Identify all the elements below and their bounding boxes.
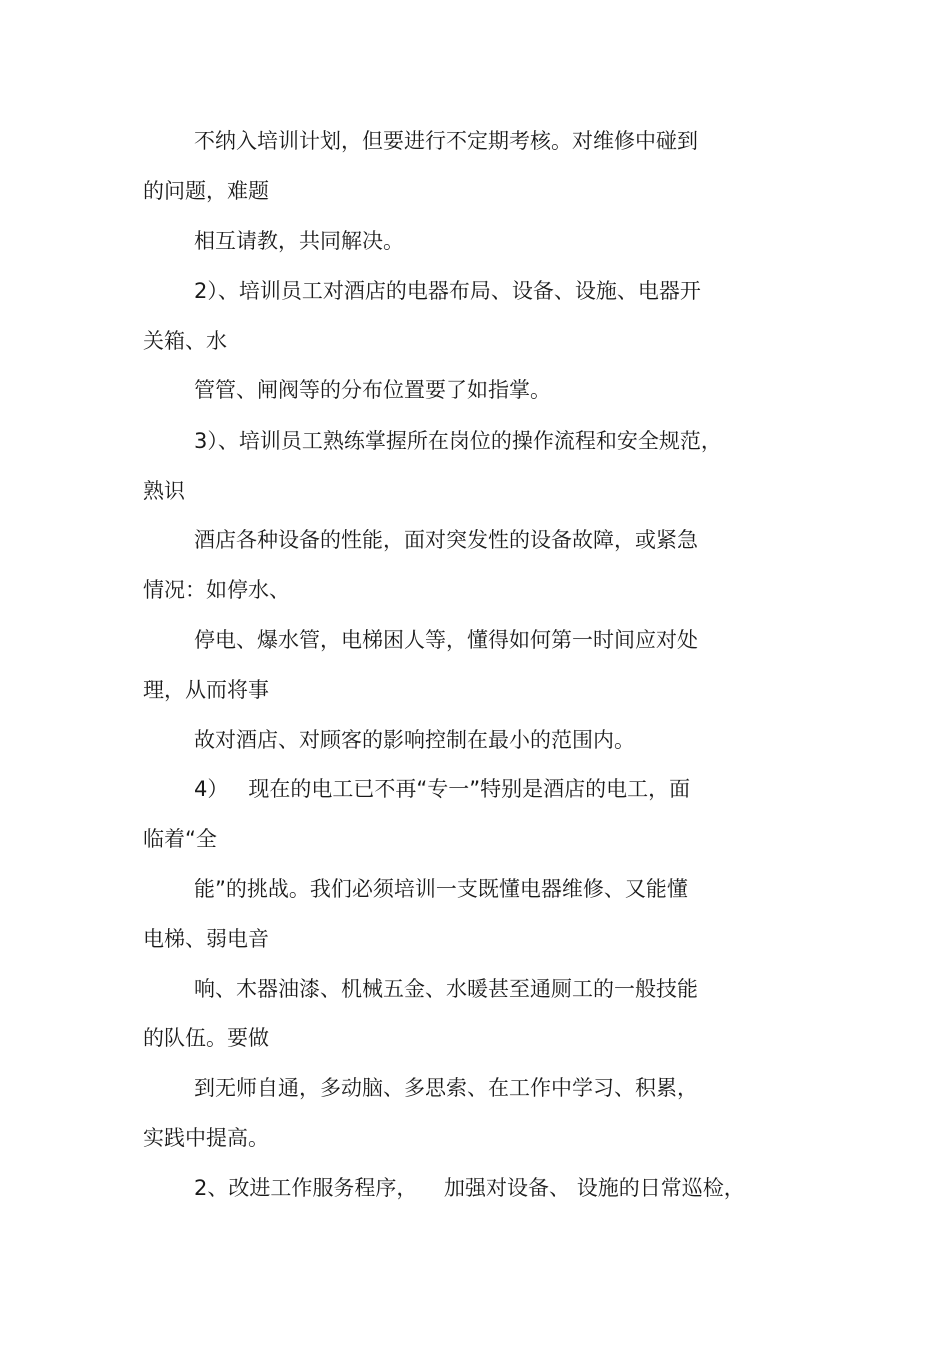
text-line: 2、改进工作服务程序， 加强对设备、 设施的日常巡检， (194, 1176, 745, 1200)
text-line: 情况：如停水、 (143, 578, 290, 602)
text-line: 临着“全 (143, 827, 217, 851)
text-line: 熟识 (143, 479, 185, 503)
text-line: 管管、闸阀等的分布位置要了如指掌。 (194, 378, 551, 402)
text-line: 的队伍。要做 (143, 1026, 269, 1050)
text-line: 响、木器油漆、机械五金、水暖甚至通厕工的一般技能 (194, 977, 698, 1001)
text-line: 理，从而将事 (143, 678, 269, 702)
text-line: 相互请教，共同解决。 (194, 229, 404, 253)
text-line: 能”的挑战。我们必须培训一支既懂电器维修、又能懂 (194, 877, 688, 901)
text-line: 4） 现在的电工已不再“专一”特别是酒店的电工，面 (194, 777, 691, 801)
text-line: 到无师自通，多动脑、多思索、在工作中学习、积累， (194, 1076, 698, 1100)
text-line: 故对酒店、对顾客的影响控制在最小的范围内。 (194, 728, 635, 752)
text-line: 不纳入培训计划，但要进行不定期考核。对维修中碰到 (194, 129, 698, 153)
text-line: 3）、培训员工熟练掌握所在岗位的操作流程和安全规范， (194, 429, 722, 453)
text-line: 的问题，难题 (143, 179, 269, 203)
text-line: 2）、培训员工对酒店的电器布局、设备、设施、电器开 (194, 279, 701, 303)
text-line: 停电、爆水管，电梯困人等，懂得如何第一时间应对处 (194, 628, 698, 652)
text-line: 实践中提高。 (143, 1126, 269, 1150)
text-line: 关箱、水 (143, 329, 227, 353)
text-line: 电梯、弱电音 (143, 927, 269, 951)
text-line: 酒店各种设备的性能，面对突发性的设备故障，或紧急 (194, 528, 698, 552)
